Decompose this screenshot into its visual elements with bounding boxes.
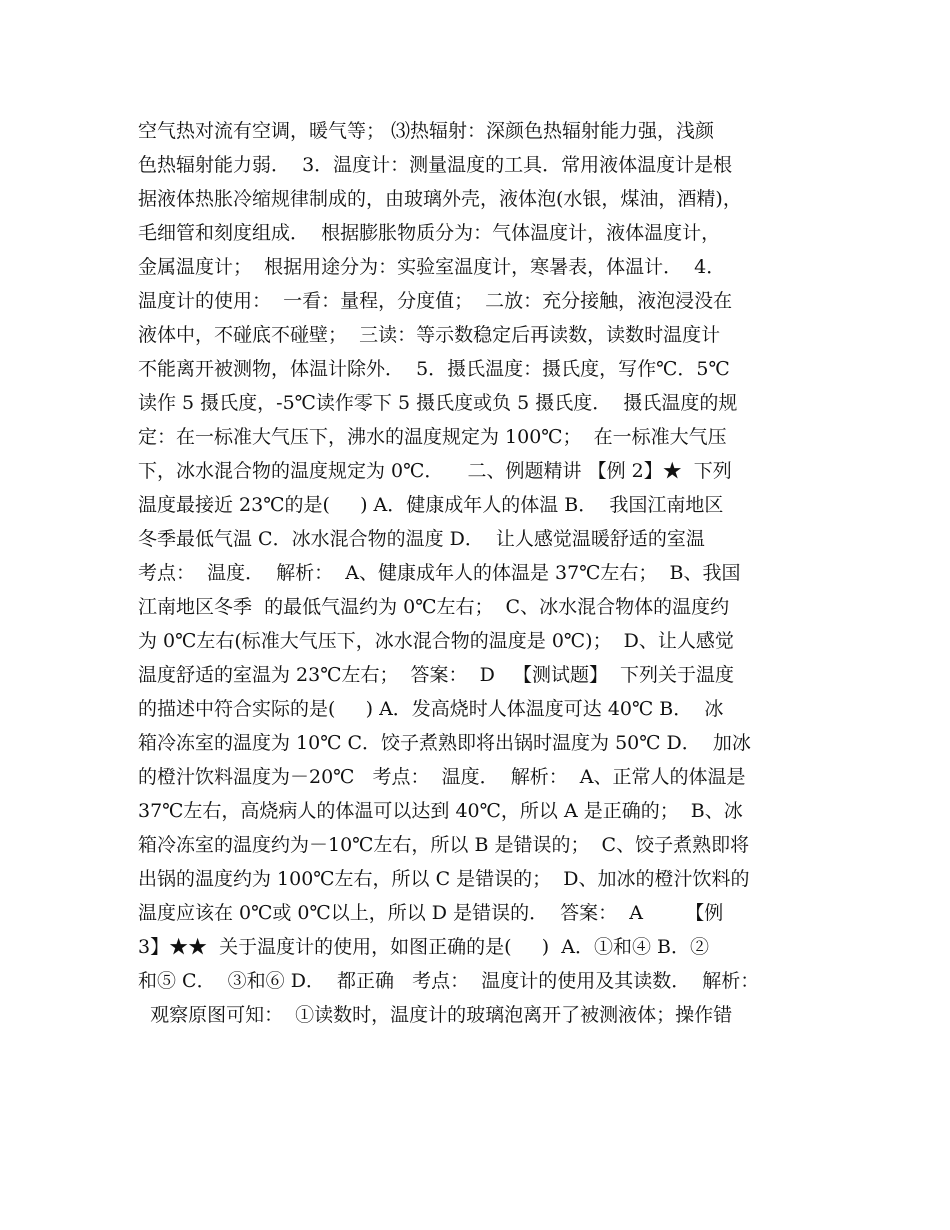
text-line: 读作 5 摄氏度，-5℃读作零下 5 摄氏度或负 5 摄氏度． 摄氏温度的规	[138, 392, 738, 414]
text-line: 温度计的使用： 一看：量程，分度值； 二放：充分接触，液泡浸没在	[138, 290, 733, 312]
text-line: 为 0℃左右(标准大气压下，冰水混合物的温度是 0℃)； D、让人感觉	[138, 630, 734, 652]
text-line: 出锅的温度约为 100℃左右，所以 C 是错误的； D、加冰的橙汁饮料的	[138, 868, 750, 890]
text-line: 温度最接近 23℃的是( ) A．健康成年人的体温 B． 我国江南地区	[138, 494, 724, 516]
document-body	[138, 114, 828, 1032]
text-line: 的描述中符合实际的是( ) A．发高烧时人体温度可达 40℃ B． 冰	[138, 698, 724, 720]
text-line: 37℃左右，高烧病人的体温可以达到 40℃，所以 A 是正确的； B、冰	[138, 800, 743, 822]
text-line: 箱冷冻室的温度为 10℃ C．饺子煮熟即将出锅时温度为 50℃ D． 加冰	[138, 732, 751, 754]
text-line: 和⑤ C． ③和⑥ D． 都正确 考点： 温度计的使用及其读数． 解析：	[138, 970, 760, 992]
text-line: 3】★★ 关于温度计的使用，如图正确的是( ) A．①和④ B．②	[138, 936, 709, 958]
text-line: 不能离开被测物，体温计除外． 5．摄氏温度：摄氏度，写作℃．5℃	[138, 358, 730, 380]
text-line: 温度应该在 0℃或 0℃以上，所以 D 是错误的． 答案： A 【例	[138, 902, 724, 924]
text-line: 金属温度计； 根据用途分为：实验室温度计，寒暑表，体温计． 4．	[138, 256, 726, 278]
text-line: 定：在一标准大气压下，沸水的温度规定为 100℃； 在一标准大气压	[138, 426, 727, 448]
text-line: 温度舒适的室温为 23℃左右； 答案： D 【测试题】 下列关于温度	[138, 664, 735, 686]
text-line: 液体中，不碰底不碰壁； 三读：等示数稳定后再读数，读数时温度计	[138, 324, 721, 346]
text-line: 观察原图可知： ①读数时，温度计的玻璃泡离开了被测液体；操作错	[138, 1004, 733, 1026]
text-line: 色热辐射能力弱． 3．温度计：测量温度的工具．常用液体温度计是根	[138, 154, 733, 176]
text-line: 江南地区冬季 的最低气温约为 0℃左右； C、冰水混合物体的温度约	[138, 596, 730, 618]
text-line: 冬季最低气温 C．冰水混合物的温度 D． 让人感觉温暖舒适的室温	[138, 528, 705, 550]
text-line: 考点： 温度． 解析： A、健康成年人的体温是 37℃左右； B、我国	[138, 562, 741, 584]
text-line: 下，冰水混合物的温度规定为 0℃． 二、例题精讲 【例 2】★ 下列	[138, 460, 732, 482]
text-line: 毛细管和刻度组成． 根据膨胀物质分为：气体温度计，液体温度计，	[138, 222, 721, 244]
text-line: 的橙汁饮料温度为－20℃ 考点： 温度． 解析： A、正常人的体温是	[138, 766, 746, 788]
text-line: 空气热对流有空调，暖气等； ⑶热辐射：深颜色热辐射能力强，浅颜	[138, 120, 715, 142]
text-line: 据液体热胀冷缩规律制成的，由玻璃外壳，液体泡(水银，煤油，酒精)，	[138, 188, 742, 210]
text-line: 箱冷冻室的温度约为－10℃左右，所以 B 是错误的； C、饺子煮熟即将	[138, 834, 750, 856]
